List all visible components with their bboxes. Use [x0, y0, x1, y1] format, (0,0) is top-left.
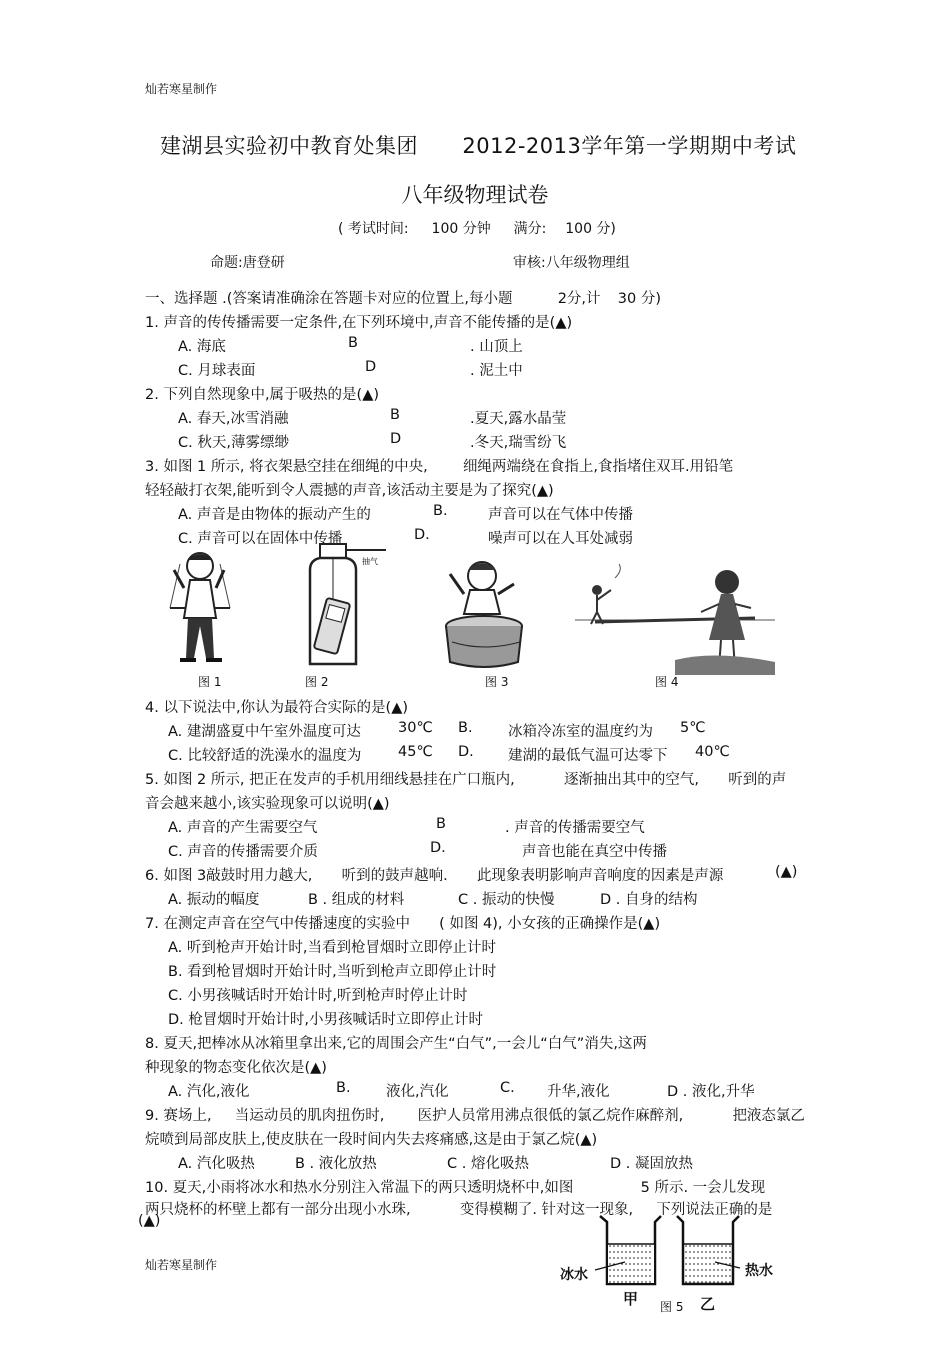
- q3-option-b-letter: B.: [433, 503, 448, 519]
- q5-option-c: C. 声音的传播需要介质: [168, 844, 318, 860]
- q4-option-b: 冰箱冷冻室的温度约为: [508, 724, 653, 740]
- figure-1-boy-illustration: [160, 548, 240, 670]
- title-line1: [160, 130, 796, 160]
- q5-line1-c: 听到的声: [728, 772, 787, 788]
- q6-stem: [145, 864, 723, 885]
- q8-line1: 8. 夏天,把棒冰从冰箱里拿出来,它的周围会产生“白气”,一会儿“白气”消失,这两: [145, 1036, 647, 1052]
- q5-option-d-letter: D.: [430, 840, 446, 856]
- q4-option-c-value: 45℃: [398, 744, 433, 760]
- section1-total: 30 分): [617, 291, 661, 307]
- q10-line2-a: 两只烧杯的杯壁上都有一部分出现小水珠,: [145, 1202, 411, 1218]
- q2-option-b-letter: B: [390, 407, 400, 423]
- q10-line1-a: 10. 夏天,小雨将冰水和热水分别注入常温下的两只透明烧杯中,如图: [145, 1180, 574, 1196]
- section1-heading: [145, 287, 661, 308]
- q2-option-b: .夏天,露水晶莹: [470, 411, 567, 427]
- q6-answer-mark: (▲): [775, 864, 798, 880]
- q7-option-c: C. 小男孩喊话时开始计时,听到枪声时停止计时: [168, 988, 468, 1004]
- q9-line1-d: 把液态氯乙: [732, 1108, 805, 1124]
- exam-info: [338, 218, 616, 238]
- q3-line1-a: 3. 如图 1 所示, 将衣架悬空挂在细绳的中央,: [145, 459, 428, 475]
- q5-line1-a: 5. 如图 2 所示, 把正在发声的手机用细线悬挂在广口瓶内,: [145, 772, 515, 788]
- q4-option-d: 建湖的最低气温可达零下: [508, 748, 668, 764]
- q8-line2: 种现象的物态变化依次是(▲): [145, 1060, 327, 1076]
- fig5-yi-label: 乙: [700, 1295, 716, 1313]
- q9-line1-a: 9. 赛场上,: [145, 1108, 212, 1124]
- q6-option-c: C . 振动的快慢: [458, 892, 555, 908]
- fig5-hot-water-label: 热水: [745, 1263, 773, 1279]
- figure-4-speed-test-illustration: [575, 560, 775, 675]
- q10-line1-b: 5 所示. 一会儿发现: [640, 1180, 766, 1196]
- figure-4-caption: 图 4: [655, 675, 679, 689]
- fig5-jia-label: 甲: [623, 1290, 639, 1308]
- q4-option-c: C. 比较舒适的洗澡水的温度为: [168, 748, 362, 764]
- q4-stem: 4. 以下说法中,你认为最符合实际的是(▲): [145, 700, 409, 716]
- score-label: 满分:: [513, 221, 547, 237]
- q1-option-b-letter: B: [348, 335, 358, 351]
- q5-option-a: A. 声音的产生需要空气: [168, 820, 318, 836]
- q7-stem: [145, 912, 660, 933]
- title-term: 2012-2013学年第一学期期中考试: [462, 134, 797, 158]
- q10-line2-b: 变得模糊了. 针对这一现象,: [459, 1202, 634, 1218]
- figure-3-caption: 图 3: [485, 675, 509, 689]
- q1-stem: 1. 声音的传传播需要一定条件,在下列环境中,声音不能传播的是(▲): [145, 315, 573, 331]
- q7-stem-a: 7. 在测定声音在空气中传播速度的实验中: [145, 916, 410, 932]
- q4-option-b-letter: B.: [458, 720, 473, 736]
- q9-line1: [145, 1104, 805, 1125]
- q9-line1-c: 医护人员常用沸点很低的氯乙烷作麻醉剂,: [417, 1108, 684, 1124]
- figure-2-jar-illustration: [300, 540, 392, 670]
- q9-option-a: A. 汽化吸热: [178, 1156, 255, 1172]
- q9-line1-b: 当运动员的肌肉扭伤时,: [234, 1108, 385, 1124]
- q7-stem-b: ( 如图 4), 小女孩的正确操作是(▲): [439, 916, 661, 932]
- figure-3-drum-illustration: [440, 554, 530, 672]
- q3-line2: 轻轻敲打衣架,能听到令人震撼的声音,该活动主要是为了探究(▲): [145, 483, 554, 499]
- time-value: 100 分钟: [431, 221, 491, 237]
- q9-option-d: D . 凝固放热: [610, 1156, 693, 1172]
- q6-stem-b: 听到的鼓声越响.: [341, 868, 448, 884]
- q5-line1-b: 逐渐抽出其中的空气,: [563, 772, 700, 788]
- author: 命题:唐登研: [210, 255, 285, 271]
- q6-stem-a: 6. 如图 3敲鼓时用力越大,: [145, 868, 313, 884]
- q1-option-c: C. 月球表面: [178, 363, 256, 379]
- q10-line2-c: 下列说法正确的是: [656, 1202, 773, 1218]
- q8-option-a: A. 汽化,液化: [168, 1084, 250, 1100]
- q3-option-b: 声音可以在气体中传播: [488, 507, 633, 523]
- q2-option-d: .冬天,瑞雪纷飞: [470, 435, 567, 451]
- q8-option-c-letter: C.: [500, 1080, 515, 1096]
- title-line2: 八年级物理试卷: [401, 183, 549, 207]
- q6-option-b: B . 组成的材料: [308, 892, 405, 908]
- fig5-cold-water-label: 冰水: [560, 1267, 588, 1283]
- q8-option-b-letter: B.: [336, 1080, 351, 1096]
- q3-line1-b: 细绳两端绕在食指上,食指堵住双耳.用铅笔: [462, 459, 734, 475]
- q2-option-c: C. 秋天,薄雾缥缈: [178, 435, 289, 451]
- q3-option-d: 噪声可以在人耳处减弱: [488, 531, 633, 547]
- reviewer: 审核:八年级物理组: [513, 255, 630, 271]
- header-maker: 灿若寒星制作: [145, 82, 218, 96]
- q7-option-d: D. 枪冒烟时开始计时,小男孩喊话时立即停止计时: [168, 1012, 483, 1028]
- q10-line1: [145, 1176, 765, 1197]
- q5-line1: [145, 768, 786, 789]
- q8-option-c: 升华,液化: [547, 1084, 610, 1100]
- q2-stem: 2. 下列自然现象中,属于吸热的是(▲): [145, 387, 380, 403]
- q2-option-d-letter: D: [390, 431, 402, 447]
- q5-option-b-letter: B: [436, 816, 446, 832]
- q7-option-b: B. 看到枪冒烟时开始计时,当听到枪声立即停止计时: [168, 964, 497, 980]
- figure-2-caption: 图 2: [305, 675, 329, 689]
- section1-points: 2分,计: [557, 291, 601, 307]
- q3-line1: [145, 455, 733, 476]
- score-value: 100 分): [565, 221, 616, 237]
- q8-option-b: 液化,汽化: [386, 1084, 449, 1100]
- figure-1-caption: 图 1: [198, 675, 222, 689]
- figure-5-caption: 图 5: [660, 1300, 684, 1314]
- q1-option-b: . 山顶上: [470, 339, 523, 355]
- q3-option-c: C. 声音可以在固体中传播: [178, 531, 343, 547]
- q4-option-a-value: 30℃: [398, 720, 433, 736]
- q1-option-d: . 泥土中: [470, 363, 523, 379]
- title-school: 建湖县实验初中教育处集团: [160, 134, 418, 158]
- q4-option-a: A. 建湖盛夏中午室外温度可达: [168, 724, 361, 740]
- q3-option-d-letter: D.: [414, 527, 430, 543]
- q5-line2: 音会越来越小,该实验现象可以说明(▲): [145, 796, 390, 812]
- footer-maker: 灿若寒星制作: [145, 1258, 218, 1272]
- q4-option-b-value: 5℃: [680, 720, 706, 736]
- q6-option-a: A. 振动的幅度: [168, 892, 260, 908]
- pump-label: 抽气: [362, 557, 378, 566]
- q1-option-a: A. 海底: [178, 339, 226, 355]
- q2-option-a: A. 春天,冰雪消融: [178, 411, 289, 427]
- q5-option-b: . 声音的传播需要空气: [505, 820, 645, 836]
- q4-option-d-letter: D.: [458, 744, 474, 760]
- q5-option-d: 声音也能在真空中传播: [522, 844, 667, 860]
- q8-option-d: D . 液化,升华: [667, 1084, 755, 1100]
- q6-option-d: D . 自身的结构: [600, 892, 698, 908]
- q10-answer-mark: (▲): [138, 1213, 161, 1229]
- q3-option-a: A. 声音是由物体的振动产生的: [178, 507, 371, 523]
- q6-stem-c: 此现象表明影响声音响度的因素是声源: [476, 868, 724, 884]
- section1-text: 一、选择题 .(答案请准确涂在答题卡对应的位置上,每小题: [145, 291, 513, 307]
- q1-option-d-letter: D: [365, 359, 377, 375]
- q9-option-b: B . 液化放热: [295, 1156, 377, 1172]
- q9-line2: 烷喷到局部皮肤上,使皮肤在一段时间内失去疼痛感,这是由于氯乙烷(▲): [145, 1132, 598, 1148]
- q4-option-d-value: 40℃: [695, 744, 730, 760]
- q9-option-c: C . 熔化吸热: [447, 1156, 529, 1172]
- time-label: ( 考试时间:: [338, 221, 409, 237]
- q7-option-a: A. 听到枪声开始计时,当看到枪冒烟时立即停止计时: [168, 940, 496, 956]
